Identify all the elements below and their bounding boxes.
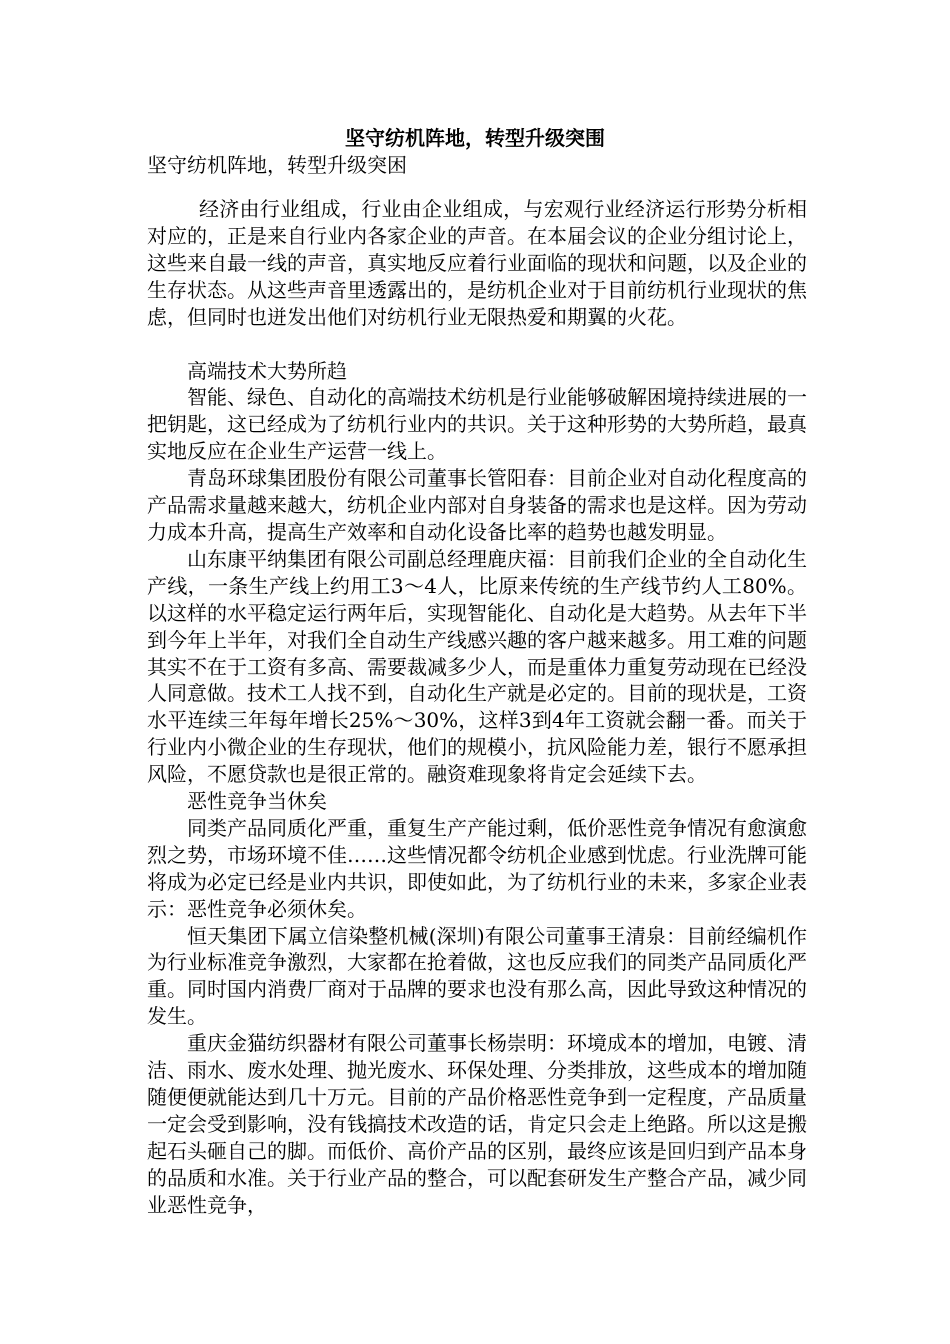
paragraph-chongqing-quote: 重庆金猫纺织器材有限公司董事长杨崇明：环境成本的增加，电镀、清洁、雨水、废水处理、抛光废水、环保处理、分类排放，这些成本的增加随随便便就能达到几十万元。目前的产品价格恶性竞争到一定程度，产品质量一定会受到影响，没有钱搞技术改造的话，肯定只会走上绝路。所以这是搬起石头砸自己的脚。而低价、高价产品的区别，最终应该是回归到产品本身的品质和水准。关于行业产品的整合，可以配套研发生产整合产品，减少同业恶性竞争，: [147, 1031, 807, 1217]
document-title: 坚守纺机阵地，转型升级突围: [345, 126, 605, 150]
section-heading-competition: 恶性竞争当休矣: [187, 789, 327, 814]
paragraph-qingdao-quote: 青岛环球集团股份有限公司董事长管阳春：目前企业对自动化程度高的产品需求量越来越大，纺机企业内部对自身装备的需求也是这样。因为劳动力成本升高，提高生产效率和自动化设备比率的趋势也越发明显。: [147, 466, 807, 544]
document-subtitle: 坚守纺机阵地，转型升级突困: [147, 153, 407, 177]
paragraph-competition-intro: 同类产品同质化严重，重复生产产能过剩，低价恶性竞争情况有愈演愈烈之势，市场环境不佳……这些情况都令纺机企业感到忧虑。行业洗牌可能将成为必定已经是业内共识，即使如此，为了纺机行业的未来，多家企业表示：恶性竞争必须休矣。: [147, 815, 807, 921]
paragraph-high-tech-intro: 智能、绿色、自动化的高端技术纺机是行业能够破解困境持续进展的一把钥匙，这已经成为了纺机行业内的共识。关于这种形势的大势所趋，最真实地反应在企业生产运营一线上。: [147, 385, 807, 464]
paragraph-hengtian-quote: 恒天集团下属立信染整机械(深圳)有限公司董事王清泉：目前经编机作为行业标准竞争激烈，大家都在抢着做，这也反应我们的同类产品同质化严重。同时国内消费厂商对于品牌的要求也没有那么高，因此导致这种情况的发生。: [147, 923, 807, 1029]
document-body: [147, 196, 807, 1219]
section-heading-high-tech: 高端技术大势所趋: [187, 358, 347, 383]
paragraph-shandong-quote: 山东康平纳集团有限公司副总经理鹿庆福：目前我们企业的全自动化生产线，一条生产线上约用工3～4人，比原来传统的生产线节约人工80%。以这样的水平稳定运行两年后，实现智能化、自动化是大趋势。从去年下半到今年上半年，对我们全自动生产线感兴趣的客户越来越多。用工难的问题其实不在于工资有多高、需要裁减多少人，而是重体力重复劳动现在已经没人同意做。技术工人找不到，自动化生产就是必定的。目前的现状是，工资水平连续三年每年增长25%～30%，这样3到4年工资就会翻一番。而关于行业内小微企业的生存现状，他们的规模小，抗风险能力差，银行不愿承担风险，不愿贷款也是很正常的。融资难现象将肯定会延续下去。: [147, 546, 807, 787]
intro-paragraph: 经济由行业组成，行业由企业组成，与宏观行业经济运行形势分析相对应的，正是来自行业内各家企业的声音。在本届会议的企业分组讨论上，这些来自最一线的声音，真实地反应着行业面临的现状和问题，以及企业的生存状态。从这些声音里透露出的，是纺机企业对于目前纺机行业现状的焦虑，但同时也迸发出他们对纺机行业无限热爱和期翼的火花。: [147, 197, 807, 329]
paragraph-gap: [147, 331, 807, 358]
